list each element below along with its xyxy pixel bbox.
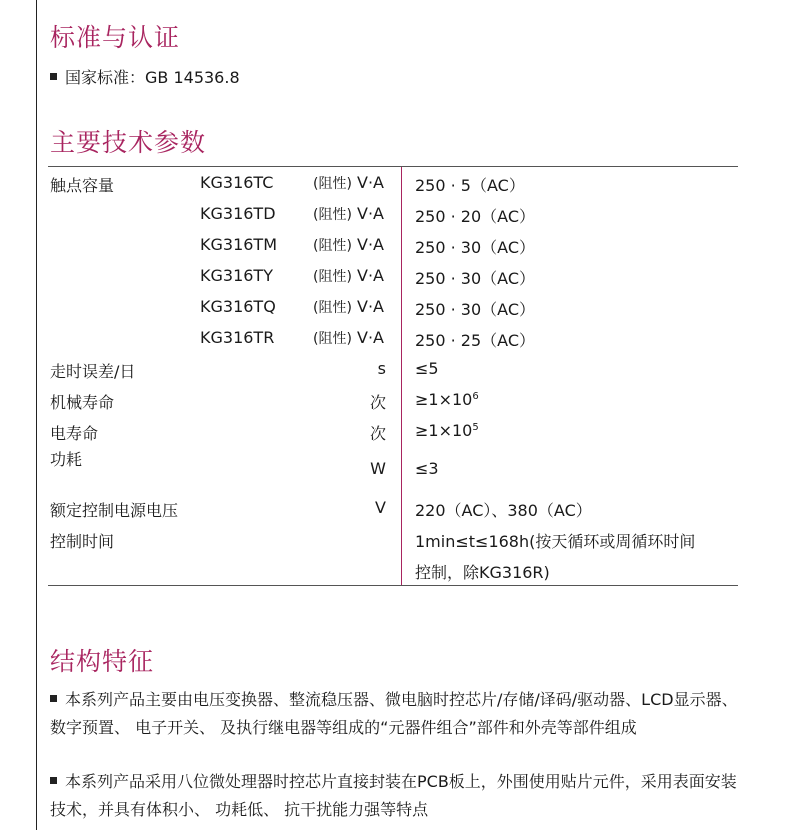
row-unit-sub: (阻性) bbox=[313, 207, 352, 223]
table-row-control-time-cont bbox=[0, 560, 790, 588]
row-value-line1: 1min≤t≤168h(按天循环或周循环时间 bbox=[415, 532, 696, 551]
row-value: 250 · 25（AC） bbox=[415, 331, 535, 350]
table-row bbox=[0, 235, 790, 263]
row-label: 控制时间 bbox=[50, 532, 115, 551]
structure-paragraph-2 bbox=[50, 768, 740, 824]
table-row bbox=[0, 297, 790, 325]
row-model: KG316TY bbox=[200, 266, 273, 285]
value-exponent: 5 bbox=[472, 422, 479, 433]
bullet-icon bbox=[50, 695, 57, 702]
specs-title: 主要技术参数 bbox=[50, 128, 207, 157]
standards-item bbox=[50, 65, 240, 88]
row-value: ≤5 bbox=[415, 359, 439, 378]
row-value: 250 · 30（AC） bbox=[415, 269, 535, 288]
row-unit: V·A bbox=[357, 235, 384, 254]
value-base: ≥1×10 bbox=[415, 390, 473, 409]
row-label: 走时误差/日 bbox=[50, 362, 136, 381]
value-base: ≥1×10 bbox=[415, 421, 473, 440]
row-unit: V·A bbox=[357, 173, 384, 192]
row-value: 250 · 30（AC） bbox=[415, 300, 535, 319]
row-unit: V·A bbox=[357, 328, 384, 347]
row-model: KG316TC bbox=[200, 173, 274, 192]
row-label: 机械寿命 bbox=[50, 393, 115, 412]
table-bottom-rule bbox=[48, 585, 738, 586]
row-unit-sub: (阻性) bbox=[313, 238, 352, 254]
row-unit-sub: (阻性) bbox=[313, 331, 352, 347]
table-row-elec-life bbox=[0, 421, 790, 449]
structure-paragraph-2-text: 本系列产品采用八位微处理器时控芯片直接封装在PCB板上，外围使用贴片元件，采用表面安装技术，并具有体积小、 功耗低、 抗干扰能力强等特点 bbox=[50, 772, 737, 819]
value-exponent: 6 bbox=[472, 391, 479, 402]
row-unit: W bbox=[370, 459, 386, 478]
structure-paragraph-1-text: 本系列产品主要由电压变换器、整流稳压器、微电脑时控芯片/存储/译码/驱动器、LCD显示器、 数字预置、 电子开关、 及执行继电器等组成的“元器件组合”部件和外壳等部件组成 bbox=[50, 690, 738, 737]
table-row bbox=[0, 204, 790, 232]
row-unit: V·A bbox=[357, 266, 384, 285]
row-value: 250 · 30（AC） bbox=[415, 238, 535, 257]
row-unit: 次 bbox=[369, 393, 386, 412]
table-row-control-time bbox=[0, 529, 790, 557]
row-label: 电寿命 bbox=[50, 424, 99, 443]
structure-title: 结构特征 bbox=[50, 647, 155, 676]
bullet-icon bbox=[50, 777, 57, 784]
row-value: ≤3 bbox=[415, 459, 439, 478]
row-value bbox=[415, 421, 479, 440]
structure-paragraph-1 bbox=[50, 686, 740, 742]
row-label: 功耗 bbox=[50, 450, 83, 469]
row-model: KG316TM bbox=[200, 235, 278, 254]
row-unit-sub: (阻性) bbox=[313, 269, 352, 285]
row-unit-sub: (阻性) bbox=[313, 300, 352, 316]
bullet-icon bbox=[50, 73, 57, 80]
row-model: KG316TQ bbox=[200, 297, 276, 316]
row-unit: 次 bbox=[369, 424, 386, 443]
row-label: 额定控制电源电压 bbox=[50, 501, 179, 520]
table-row-power bbox=[0, 459, 790, 487]
table-row bbox=[0, 173, 790, 201]
row-label: 触点容量 bbox=[50, 176, 115, 195]
row-unit: V·A bbox=[357, 204, 384, 223]
row-value-line2: 控制，除KG316R) bbox=[415, 563, 550, 582]
row-unit: V bbox=[375, 498, 386, 517]
row-unit-sub: (阻性) bbox=[313, 176, 352, 192]
standards-title: 标准与认证 bbox=[50, 23, 181, 52]
row-unit: s bbox=[377, 359, 386, 378]
row-value: 250 · 5（AC） bbox=[415, 176, 525, 195]
row-model: KG316TR bbox=[200, 328, 275, 347]
table-row bbox=[0, 328, 790, 356]
standards-item-text: 国家标准：GB 14536.8 bbox=[65, 68, 240, 87]
row-unit: V·A bbox=[357, 297, 384, 316]
row-value bbox=[415, 390, 479, 409]
row-value: 220（AC）、380（AC） bbox=[415, 501, 592, 520]
row-value: 250 · 20（AC） bbox=[415, 207, 535, 226]
table-row bbox=[0, 266, 790, 294]
table-row-error bbox=[0, 359, 790, 387]
table-top-rule bbox=[48, 166, 738, 167]
row-model: KG316TD bbox=[200, 204, 276, 223]
table-row-voltage bbox=[0, 498, 790, 526]
table-row-mech-life bbox=[0, 390, 790, 418]
